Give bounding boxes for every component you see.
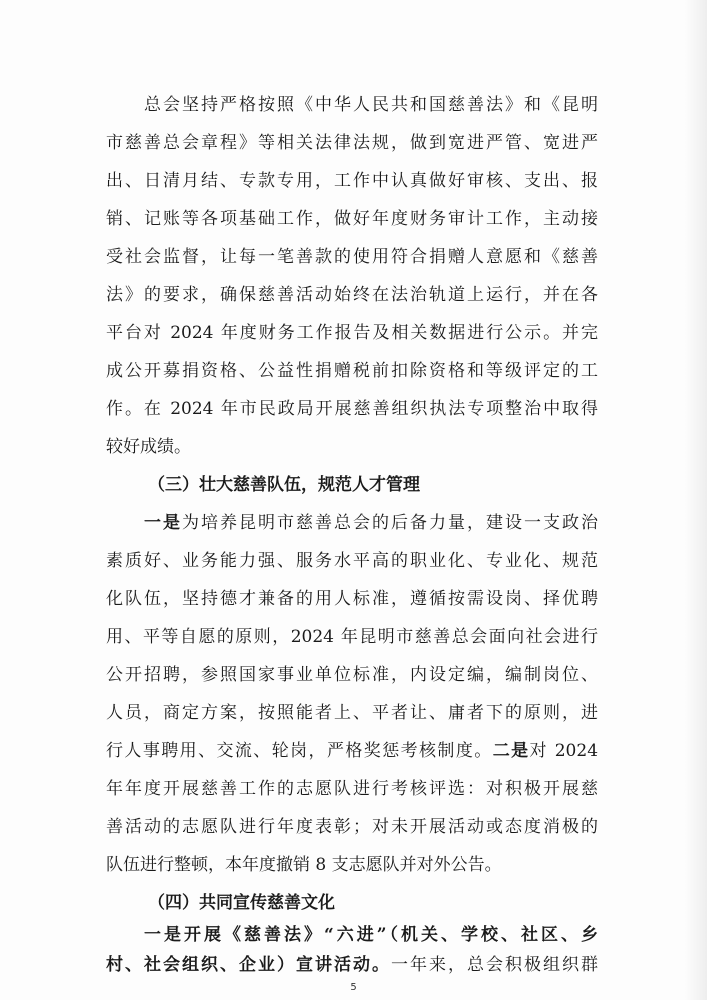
paragraph-line: 公开招聘，参照国家事业单位标准，内设定编，编制岗位、 [106,665,598,685]
paragraph-line: 化队伍，坚持德才兼备的用人标准，遵循按需设岗、择优聘 [106,589,598,609]
paragraph-line: 队伍进行整顿，本年度撤销 8 支志愿队并对外公告。 [106,855,502,875]
paragraph-line: 销、记账等各项基础工作，做好年度财务审计工作，主动接 [106,209,598,229]
page-number: 5 [350,982,357,993]
paragraph-line [144,513,598,533]
paragraph-text: 行人事聘用、交流、轮岗，严格奖惩考核制度。 [106,741,493,761]
paragraph-line: 市慈善总会章程》等相关法律法规，做到宽进严管、宽进严 [106,133,598,153]
paragraph-line: 年年度开展慈善工作的志愿队进行考核评选：对积极开展慈 [106,779,598,799]
paragraph-line [106,741,598,761]
paragraph-line: 受社会监督，让每一笔善款的使用符合捐赠人意愿和《慈善 [106,247,598,267]
paragraph-line: 用、平等自愿的原则，2024 年昆明市慈善总会面向社会进行 [106,627,598,647]
paragraph-text: 对 2024 [529,741,599,761]
paragraph-text: 为培养昆明市慈善总会的后备力量，建设一支政治 [182,513,598,533]
paragraph-line [106,955,598,975]
paragraph-line: 善活动的志愿队进行年度表彰；对未开展活动或态度消极的 [106,817,598,837]
paragraph-line: 作。在 2024 年市民政局开展慈善组织执法专项整治中取得 [106,399,598,419]
paragraph-text: 一年来，总会积极组织群 [391,955,598,975]
emphasis-text: 一是 [144,513,182,533]
section-heading: （四）共同宣传慈善文化 [148,893,335,913]
emphasis-text: 二是 [492,741,530,761]
paragraph-line: 总会坚持严格按照《中华人民共和国慈善法》和《昆明 [144,95,598,115]
paragraph-line: 平台对 2024 年度财务工作报告及相关数据进行公示。并完 [106,323,598,343]
scan-edge-shadow [685,0,707,1000]
paragraph-line: 人员，商定方案，按照能者上、平者让、庸者下的原则，进 [106,703,598,723]
paragraph-line: 一是开展《慈善法》“六进”（机关、学校、社区、乡 [144,925,598,945]
paragraph-line: 素质好、业务能力强、服务水平高的职业化、专业化、规范 [106,551,598,571]
emphasis-text: 村、社会组织、企业）宣讲活动。 [106,955,391,975]
section-heading: （三）壮大慈善队伍，规范人才管理 [148,475,420,495]
paragraph-line: 出、日清月结、专款专用，工作中认真做好审核、支出、报 [106,171,598,191]
paragraph-line: 成公开募捐资格、公益性捐赠税前扣除资格和等级评定的工 [106,361,598,381]
paragraph-line: 法》的要求，确保慈善活动始终在法治轨道上运行，并在各 [106,285,598,305]
paragraph-line: 较好成绩。 [106,437,191,457]
